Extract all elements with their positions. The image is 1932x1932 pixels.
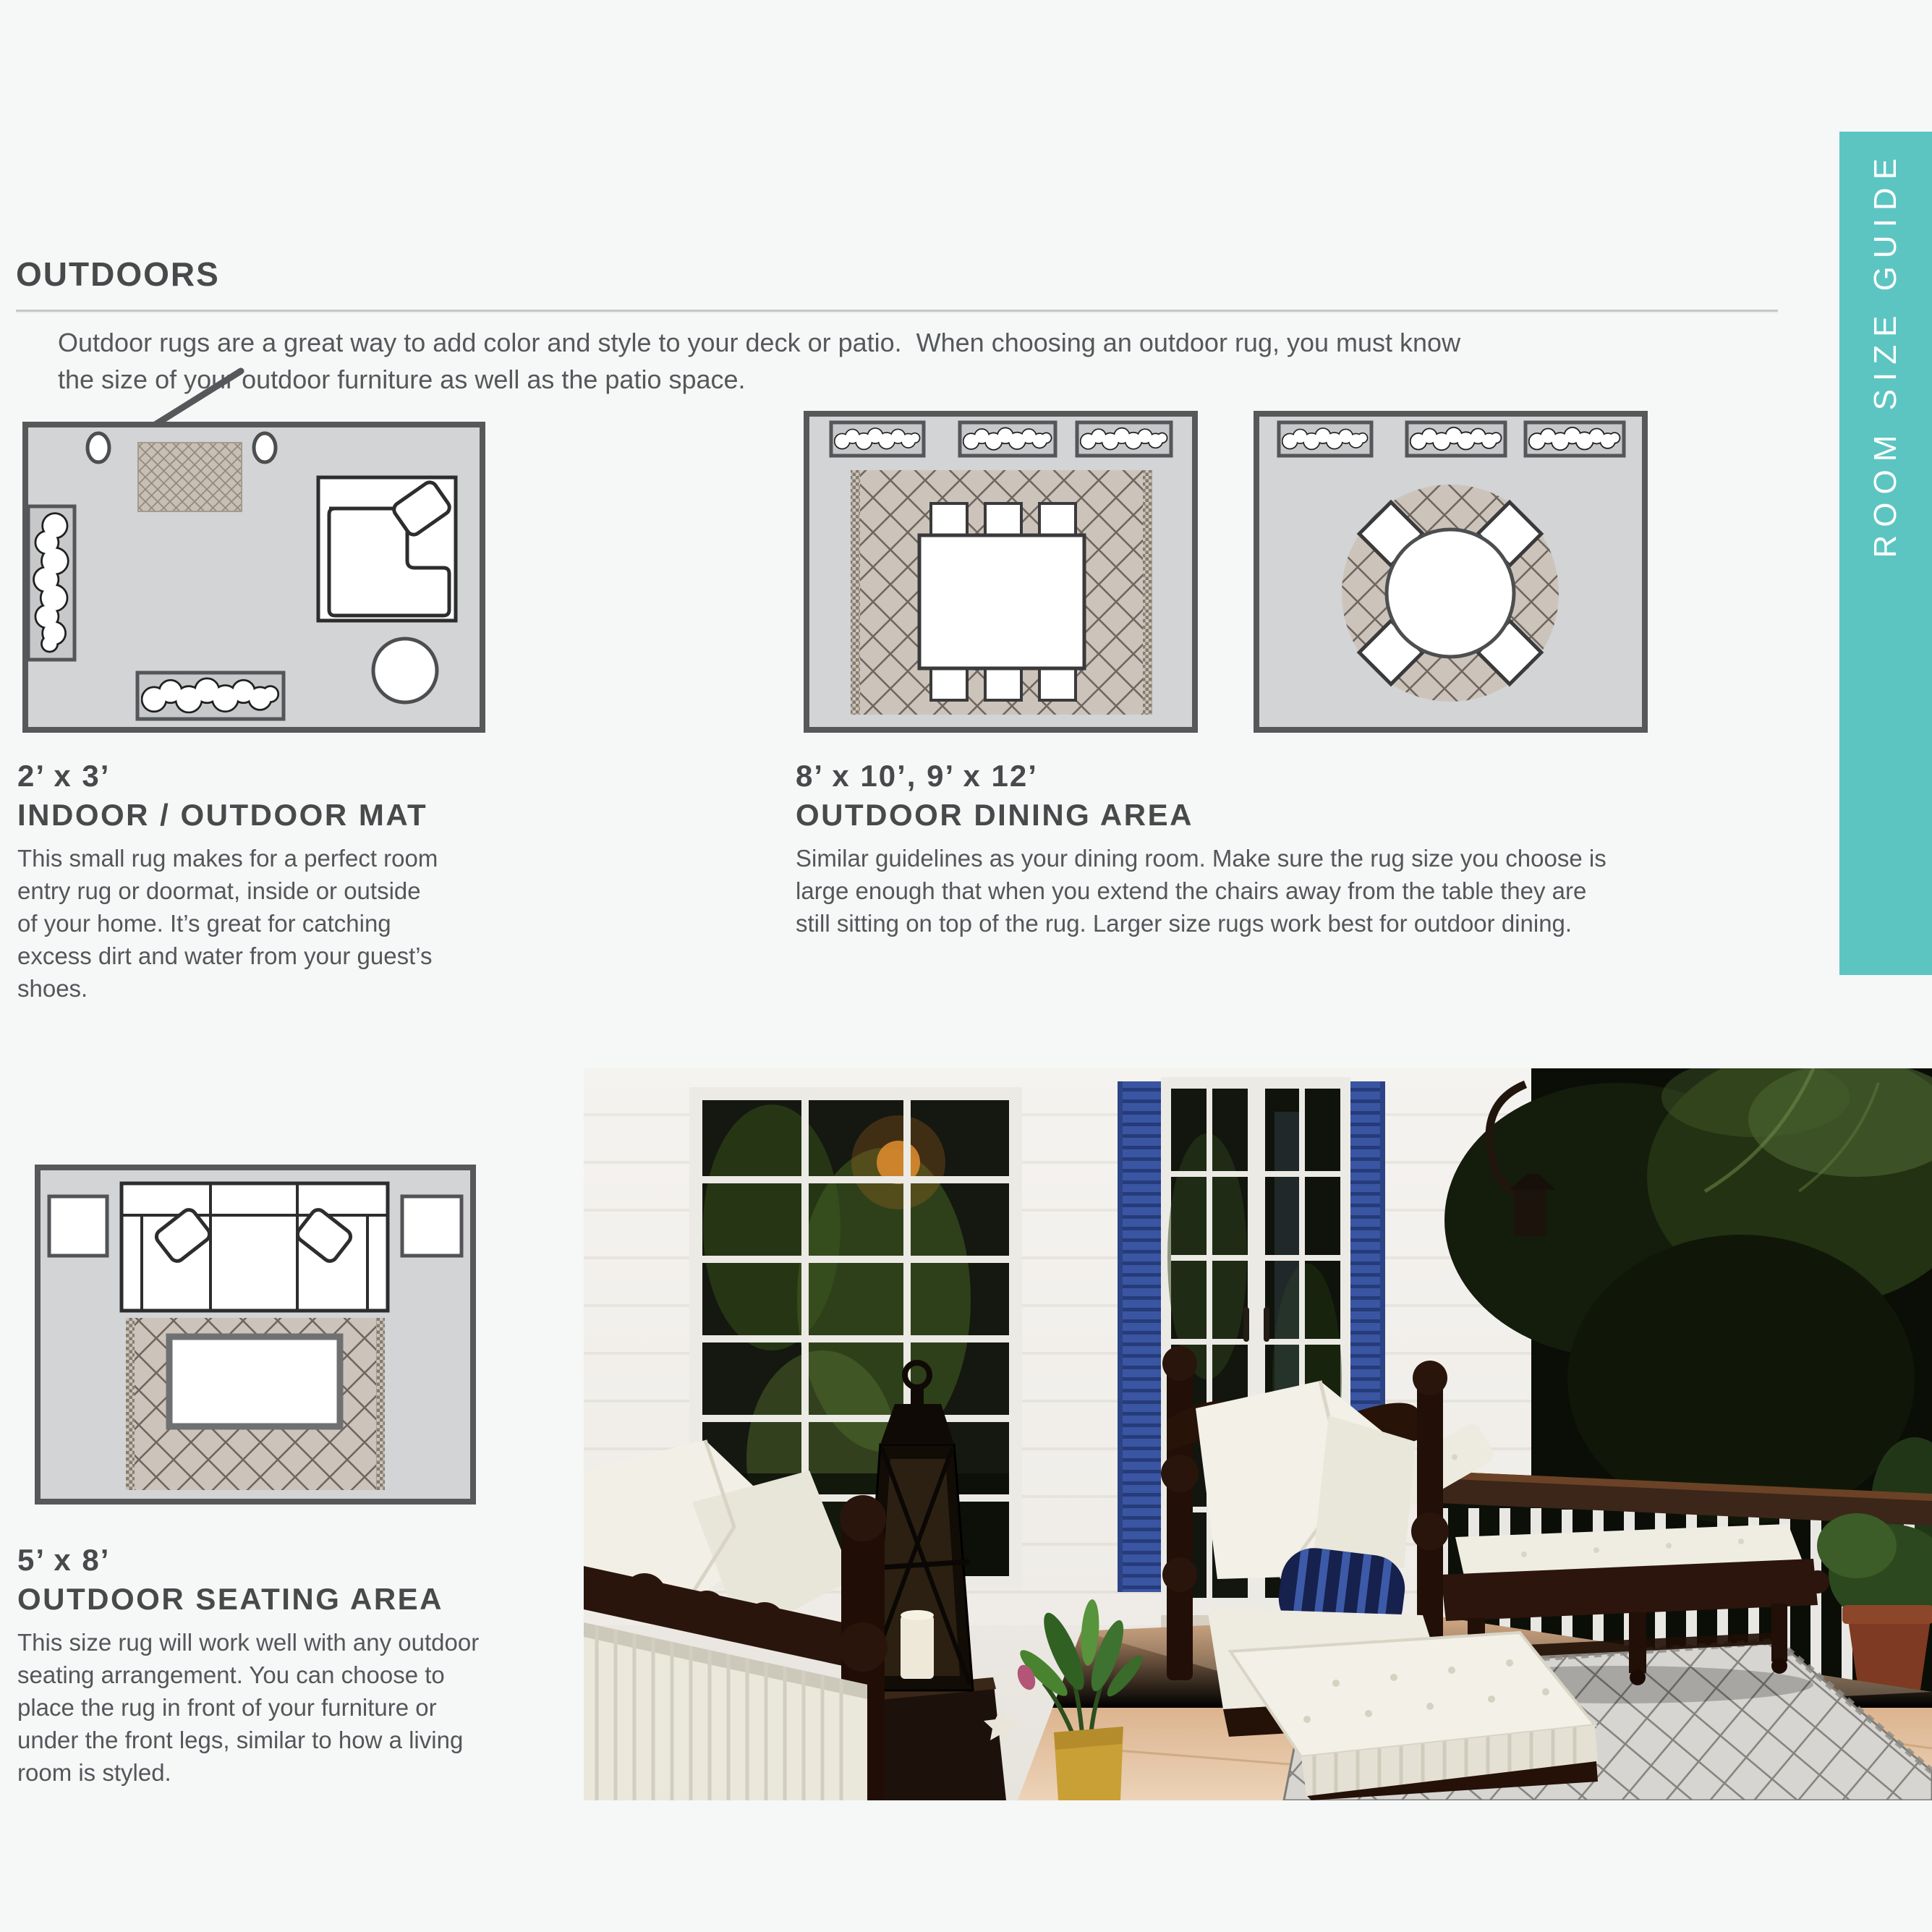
floorplan-dining-rect	[804, 411, 1198, 733]
section-body: This small rug makes for a perfect room entry rug or doormat, inside or outside of your home. It’s great for catching excess dirt and water from your guest’s shoes.	[17, 845, 438, 1002]
bench-left-icon	[28, 506, 75, 660]
floorplan-seating-area	[35, 1165, 476, 1505]
section-seating	[17, 1542, 488, 1789]
section-title: INDOOR / OUTDOOR MAT	[17, 797, 428, 832]
door-handle-icon	[1243, 1307, 1249, 1342]
dining-table-icon	[919, 535, 1084, 668]
side-table-icon	[373, 639, 437, 702]
side-table-icon	[402, 1196, 461, 1256]
planter-icon	[831, 422, 924, 456]
size-label: 2’ x 3’	[17, 759, 111, 793]
section-body: Similar guidelines as your dining room. Make sure the rug size you choose is large enough that when you extend the chairs away from the table they are still sitting on top of the rug. Larger size rugs work best for outdoor dining.	[796, 845, 1607, 937]
planter-icon	[960, 422, 1055, 456]
section-title: OUTDOOR DINING AREA	[796, 797, 1193, 832]
section-body: This size rug will work well with any outdoor seating arrangement. You can choose to place the rug in front of your furniture or under the front legs, similar to how a living room is styled.	[17, 1629, 480, 1786]
room-size-guide-tab	[1839, 132, 1932, 975]
planter-icon	[1279, 422, 1371, 456]
floorplan-dining-round	[1254, 411, 1648, 733]
sectional-sofa-icon	[318, 477, 456, 621]
intro-line-2: the size of your outdoor furniture as well as the patio space.	[58, 365, 746, 394]
intro-line-1: Outdoor rugs are a great way to add color and style to your deck or patio. When choosing an outdoor rug, you must know	[58, 328, 1461, 357]
side-table-icon	[49, 1196, 107, 1256]
sofa-icon	[122, 1183, 388, 1311]
section-dining	[796, 758, 1620, 940]
coffee-table-icon	[169, 1337, 340, 1426]
round-table-icon	[1387, 529, 1514, 657]
sidebar-label: ROOM SIZE GUIDE	[1868, 150, 1903, 558]
stool-icon	[88, 433, 109, 462]
planter-icon	[1077, 422, 1171, 456]
floorplan-indoor-outdoor-mat	[22, 422, 485, 733]
section-title: OUTDOOR SEATING AREA	[17, 1581, 444, 1616]
candle-icon	[901, 1615, 934, 1679]
planter-icon	[1407, 422, 1505, 456]
page-title: OUTDOORS	[16, 255, 220, 293]
size-label: 5’ x 8’	[17, 1543, 111, 1577]
divider	[16, 310, 1778, 313]
planter-icon	[1525, 422, 1624, 456]
patio-photo	[584, 1068, 1932, 1800]
doormat-icon	[138, 443, 242, 511]
size-label: 8’ x 10’, 9’ x 12’	[796, 759, 1038, 793]
section-mat	[17, 758, 444, 1005]
stool-icon	[254, 433, 276, 462]
door-handle-icon	[1264, 1307, 1269, 1342]
bench-bottom-icon	[137, 673, 284, 719]
blue-shutter-left	[1118, 1081, 1161, 1592]
